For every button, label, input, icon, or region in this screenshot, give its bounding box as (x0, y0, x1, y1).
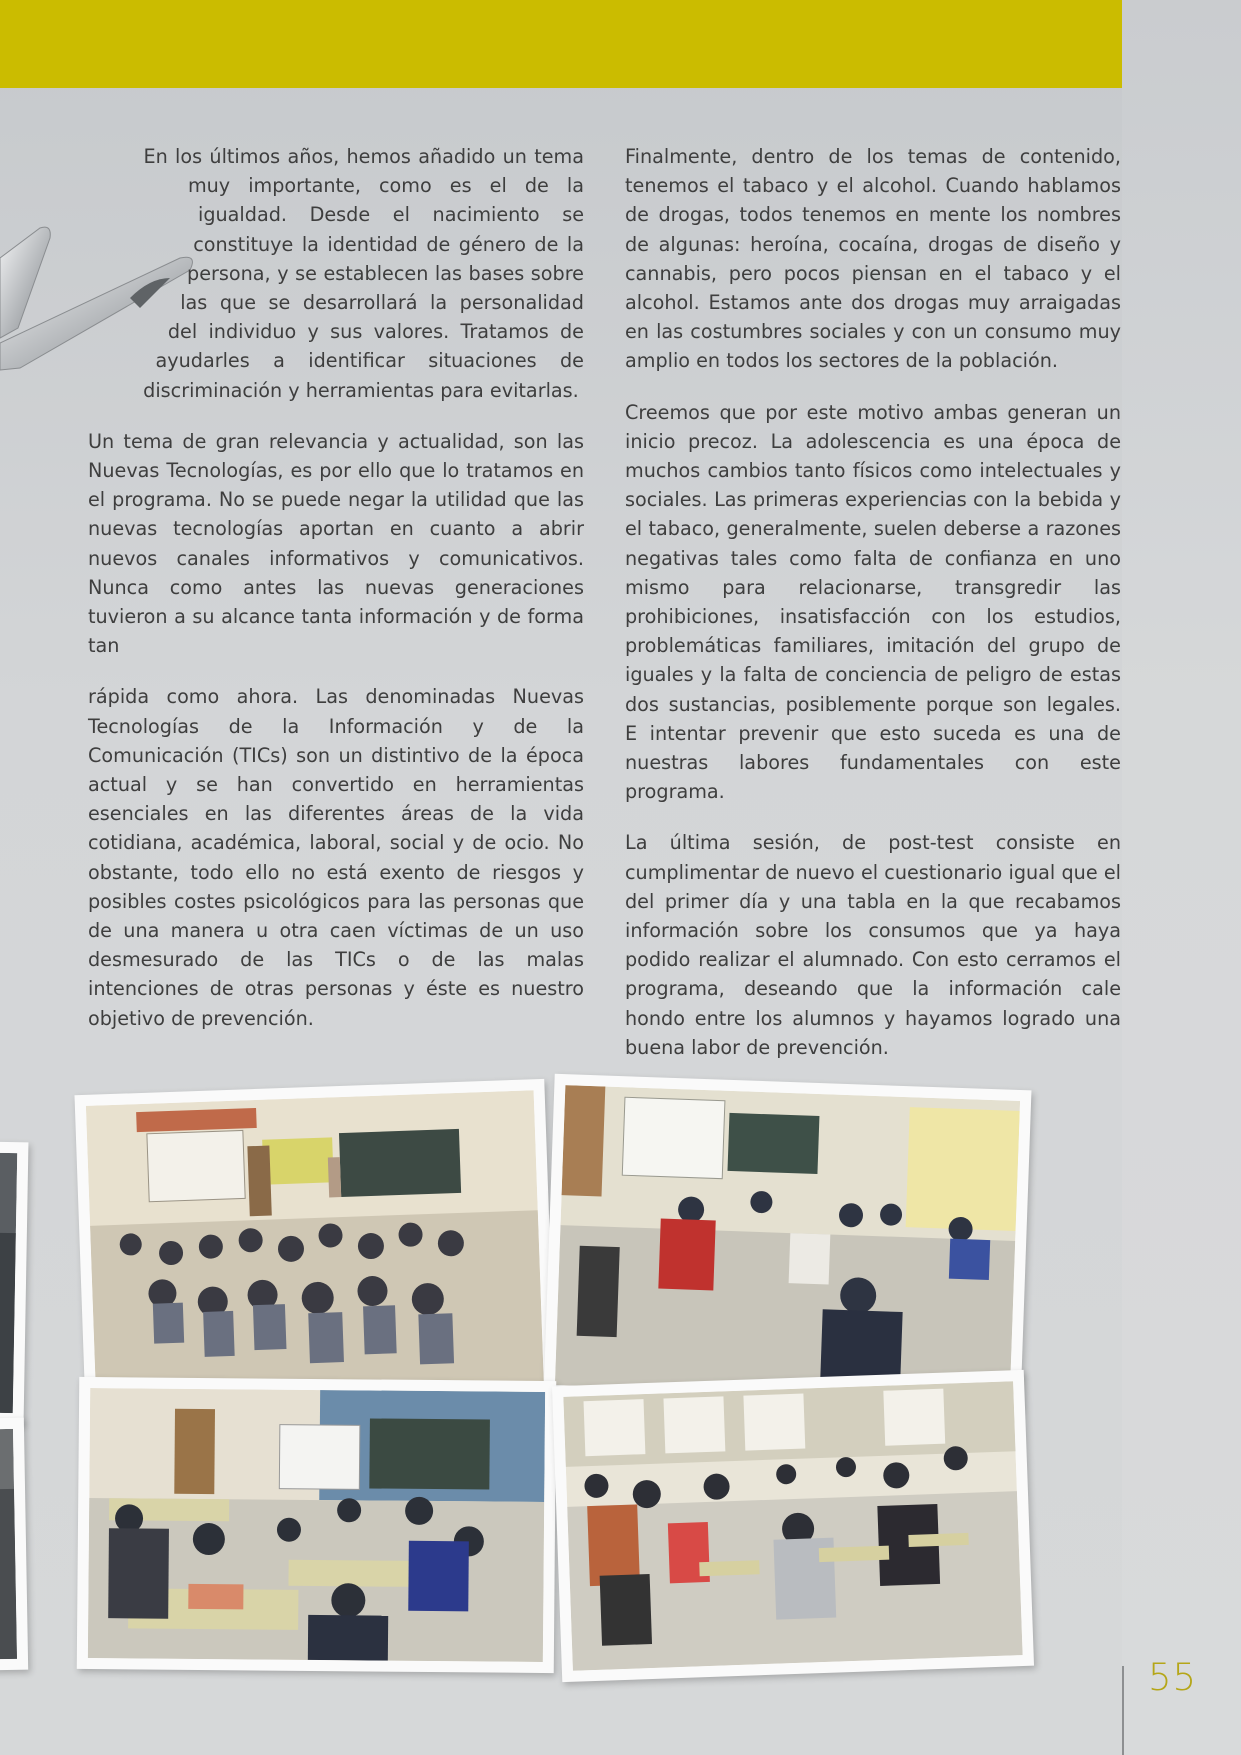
classroom-photo-top-left (74, 1079, 555, 1419)
classroom-photo-top-right (544, 1074, 1032, 1412)
classroom-photo-edge-left-top (0, 1142, 28, 1425)
classroom-photo (88, 1388, 545, 1662)
header-accent-bar (0, 0, 1122, 88)
paragraph-tics: rápida como ahora. Las denominadas Nuevas Tecnologías de la Información y de la Comunicación (TICs) son un distintivo de la época actual y se han convertido en herramientas esenciales en las diferentes áreas de la vida cotidiana, académica, laboral, social y de ocio. No obstante, todo ello no está exento de riesgos y posibles costes psicológicos para las personas que de una manera u otra caen víctimas de un uso desmesurado de las TICs o de las malas intenciones de otras personas y éste es nuestro objetivo de prevención. (88, 685, 584, 1030)
left-text-column (88, 142, 584, 1033)
right-margin-strip (1122, 0, 1241, 1755)
classroom-photo-bottom-left (77, 1377, 557, 1673)
paragraph-nuevas-tecnologias: Un tema de gran relevancia y actualidad, son las Nuevas Tecnologías, es por ello que lo tratamos en el programa. No se puede negar la utilidad que las nuevas tecnologías aportan en cuanto a abrir nuevos canales informativos y comunicativos. Nunca como antes las nuevas generaciones tuvieron a su alcance tanta información y de forma tan (88, 429, 584, 658)
classroom-photo-edge-left-bottom (0, 1418, 28, 1671)
classroom-photo (563, 1381, 1022, 1671)
classroom-photo (0, 1153, 17, 1413)
paragraph-tabaco-alcohol: Finalmente, dentro de los temas de contenido, tenemos el tabaco y el alcohol. Cuando hablamos de drogas, todos tenemos en mente los nombres de algunas: heroína, cocaína, drogas de diseño y cannabis, pero pocos piensan en el tabaco y el alcohol. Estamos ante dos drogas muy arraigadas en las costumbres sociales y con un consumo muy amplio en todos los sectores de la población. (625, 145, 1121, 373)
page-number: 55 (1148, 1656, 1198, 1699)
classroom-photo (86, 1090, 544, 1407)
page-number-divider (1122, 1666, 1124, 1755)
paragraph-igualdad: En los últimos años, hemos añadido un tema muy importante, como es el de la igualdad. Desde el nacimiento se constituye la identidad de género de la persona, y se establecen las bases sobre las que se desarrollará la personalidad del individuo y sus valores. Tratamos de ayudarles a identificar situaciones de discriminación y herramientas para evitarlas. (88, 142, 584, 405)
classroom-photo (0, 1429, 17, 1659)
classroom-photo (555, 1085, 1020, 1401)
right-text-column (625, 142, 1121, 1062)
paragraph-post-test: La última sesión, de post-test consiste en cumplimentar de nuevo el cuestionario igual que el del primer día y una tabla en la que recabamos información sobre los consumos que ya haya podido realizar el alumnado. Con esto cerramos el programa, deseando que la información cale hondo entre los alumnos y hayamos logrado una buena labor de prevención. (625, 831, 1121, 1059)
paragraph-inicio-precoz: Creemos que por este motivo ambas generan un inicio precoz. La adolescencia es una época de muchos cambios tanto físicos como intelectuales y sociales. Las primeras experiencias con la bebida y el tabaco, generalmente, suelen deberse a razones negativas tales como falta de confianza en uno mismo para relacionarse, transgredir las prohibiciones, insatisfacción con los estudios, problemáticas familiares, imitación del grupo de iguales y la falta de conciencia de peligro de estas dos sustancias, posiblemente porque son legales. E intentar prevenir que esto suceda es una de nuestras labores fundamentales con este programa. (625, 400, 1121, 804)
classroom-photo-bottom-right (552, 1370, 1034, 1682)
